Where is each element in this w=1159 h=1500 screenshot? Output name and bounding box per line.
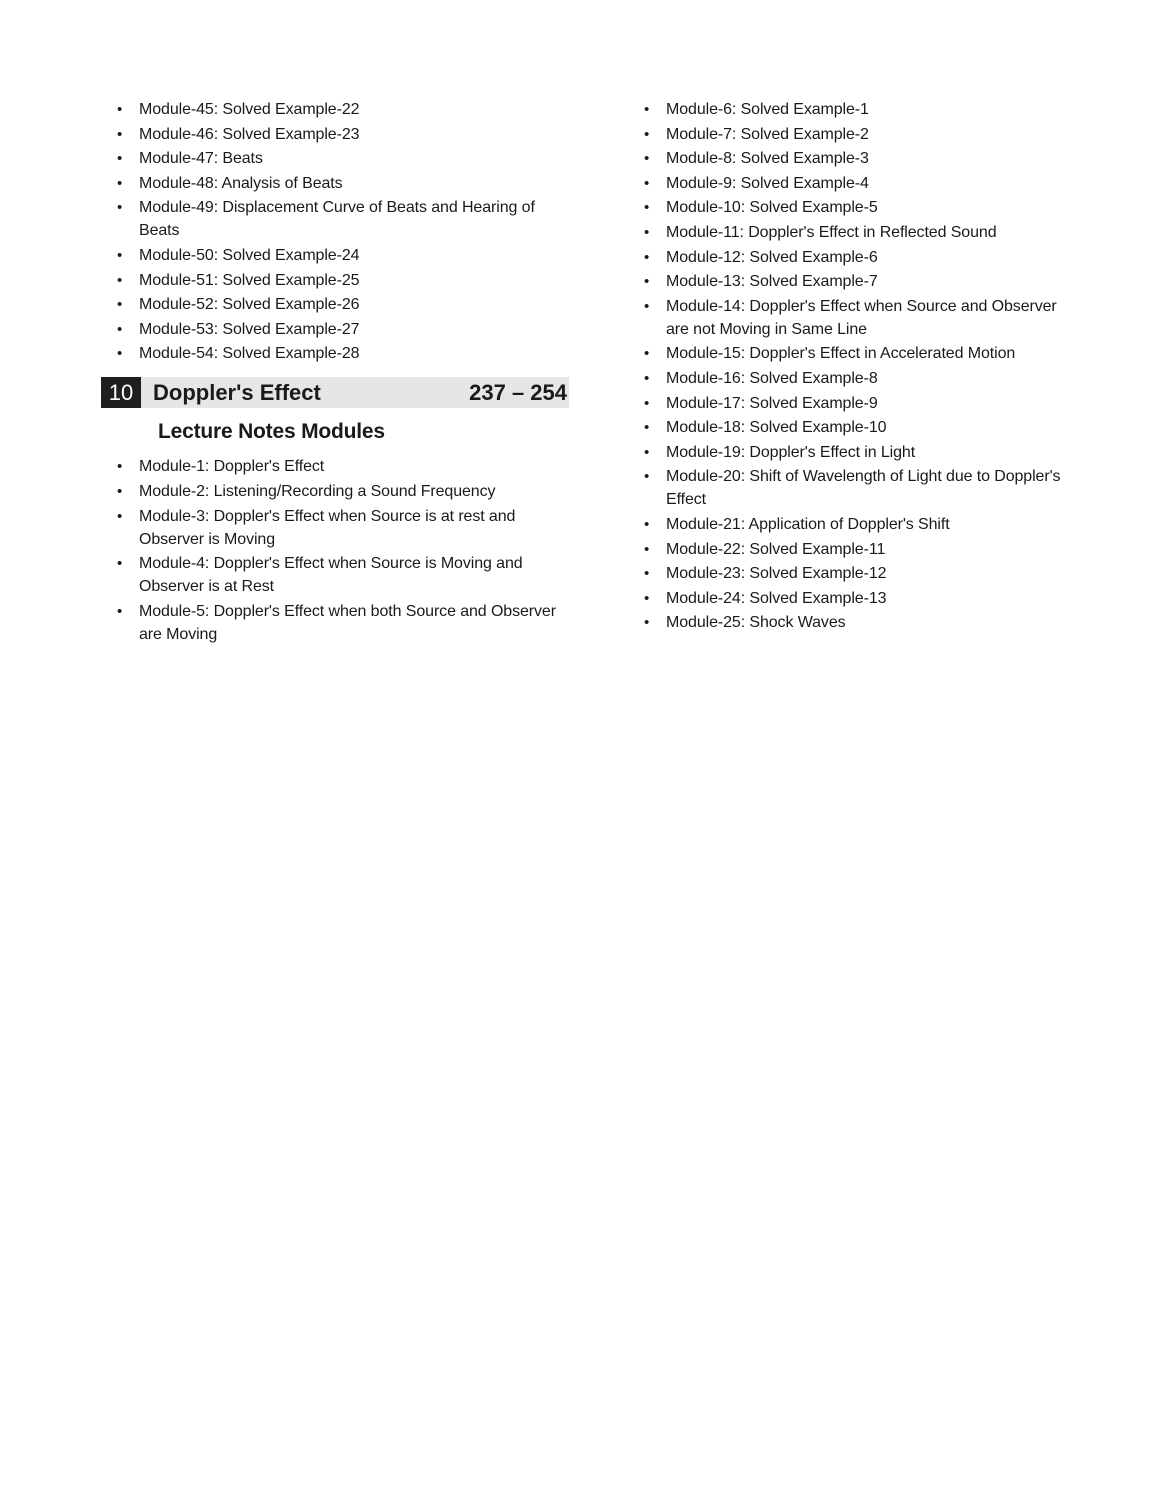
list-item: • Module-54: Solved Example-28	[101, 342, 571, 365]
list-item: • Module-24: Solved Example-13	[640, 587, 1080, 610]
list-item: • Module-1: Doppler's Effect	[101, 455, 571, 478]
module-list-continued	[101, 98, 571, 365]
list-item: • Module-17: Solved Example-9	[640, 392, 1080, 415]
list-item: • Module-13: Solved Example-7	[640, 270, 1080, 293]
list-item: • Module-11: Doppler's Effect in Reflected Sound	[640, 221, 1080, 244]
list-item: • Module-5: Doppler's Effect when both Source and Observer are Moving	[101, 600, 571, 646]
list-item: • Module-52: Solved Example-26	[101, 293, 571, 316]
chapter-page-range: 237 – 254	[469, 379, 567, 405]
right-column	[640, 98, 1080, 636]
left-column	[101, 98, 571, 647]
list-item: • Module-15: Doppler's Effect in Accelerated Motion	[640, 342, 1080, 365]
chapter-number: 10	[101, 377, 141, 408]
list-item: • Module-47: Beats	[101, 147, 571, 170]
list-item: • Module-48: Analysis of Beats	[101, 172, 571, 195]
list-item: • Module-3: Doppler's Effect when Source is at rest and Observer is Moving	[101, 505, 571, 551]
list-item: • Module-8: Solved Example-3	[640, 147, 1080, 170]
list-item: • Module-14: Doppler's Effect when Source and Observer are not Moving in Same Line	[640, 295, 1080, 341]
list-item: • Module-22: Solved Example-11	[640, 538, 1080, 561]
list-item: • Module-4: Doppler's Effect when Source is Moving and Observer is at Rest	[101, 552, 571, 598]
list-item: • Module-51: Solved Example-25	[101, 269, 571, 292]
list-item: • Module-25: Shock Waves	[640, 611, 1080, 634]
list-item: • Module-53: Solved Example-27	[101, 318, 571, 341]
list-item: • Module-23: Solved Example-12	[640, 562, 1080, 585]
module-list-chapter-10-continued	[640, 98, 1080, 634]
list-item: • Module-12: Solved Example-6	[640, 246, 1080, 269]
list-item: • Module-6: Solved Example-1	[640, 98, 1080, 121]
chapter-header	[101, 377, 569, 408]
list-item: • Module-20: Shift of Wavelength of Light due to Doppler's Effect	[640, 465, 1080, 511]
list-item: • Module-50: Solved Example-24	[101, 244, 571, 267]
module-list-chapter-10	[101, 455, 571, 645]
list-item: • Module-7: Solved Example-2	[640, 123, 1080, 146]
list-item: • Module-10: Solved Example-5	[640, 196, 1080, 219]
list-item: • Module-2: Listening/Recording a Sound Frequency	[101, 480, 571, 503]
chapter-title: Doppler's Effect	[153, 379, 321, 405]
list-item: • Module-49: Displacement Curve of Beats and Hearing of Beats	[101, 196, 571, 242]
list-item: • Module-46: Solved Example-23	[101, 123, 571, 146]
list-item: • Module-16: Solved Example-8	[640, 367, 1080, 390]
list-item: • Module-18: Solved Example-10	[640, 416, 1080, 439]
section-heading: Lecture Notes Modules	[158, 420, 385, 444]
list-item: • Module-45: Solved Example-22	[101, 98, 571, 121]
list-item: • Module-19: Doppler's Effect in Light	[640, 441, 1080, 464]
list-item: • Module-9: Solved Example-4	[640, 172, 1080, 195]
list-item: • Module-21: Application of Doppler's Shift	[640, 513, 1080, 536]
